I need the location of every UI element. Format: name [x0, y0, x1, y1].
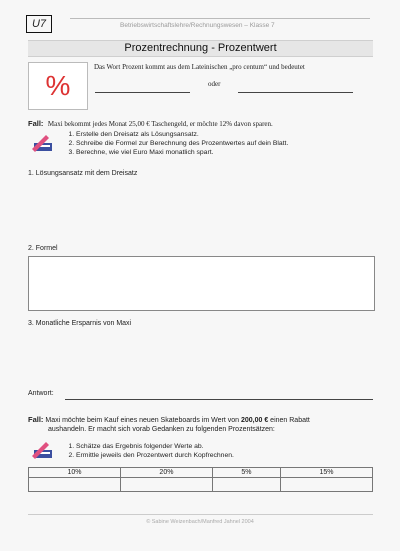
case2-task: 2. Ermittle jeweils den Prozentwert durch Kopfrechnen.	[76, 451, 234, 460]
case1-task: 3. Berechne, wie viel Euro Maxi monatlich spart.	[76, 148, 288, 157]
answer-line-2[interactable]	[238, 92, 353, 93]
answer-line[interactable]	[65, 399, 373, 400]
header-rule	[70, 18, 370, 19]
footer-rule	[28, 514, 373, 515]
answer-line-1[interactable]	[95, 92, 190, 93]
section2-label: 2. Formel	[28, 245, 58, 252]
percent-table	[28, 467, 373, 492]
pen-writing-icon	[30, 440, 56, 460]
table-header-cell: 5%	[212, 468, 280, 478]
case2-amount: 200,00 €	[240, 417, 269, 424]
table-header-cell: 15%	[281, 468, 373, 478]
case1-statement	[28, 113, 273, 131]
formula-box[interactable]	[28, 256, 375, 311]
case1-text: Maxi bekommt jedes Monat 25,00 € Taschengeld, er möchte 12% davon sparen.	[47, 120, 273, 128]
table-header-row	[29, 468, 373, 478]
case2-task: 1. Schätze das Ergebnis folgender Werte ab.	[76, 442, 234, 451]
case1-label: Fall:	[28, 119, 44, 128]
table-cell[interactable]	[281, 478, 373, 492]
case1-task: 1. Erstelle den Dreisatz als Lösungsansatz.	[76, 130, 288, 139]
unit-logo: U7	[26, 15, 52, 33]
table-cell[interactable]	[212, 478, 280, 492]
table-header-cell: 20%	[120, 468, 212, 478]
case2-task-list	[62, 442, 234, 460]
intro-text: Das Wort Prozent kommt aus dem Lateinischen „pro centum“ und bedeutet	[94, 63, 305, 71]
case2-text-1-end: einen Rabatt	[270, 417, 310, 424]
case2-statement	[28, 415, 378, 434]
section3-label: 3. Monatliche Ersparnis von Maxi	[28, 320, 132, 327]
section1-label: 1. Lösungsansatz mit dem Dreisatz	[28, 170, 138, 177]
case2-label: Fall:	[28, 415, 44, 424]
header-text: Betriebswirtschaftslehre/Rechnungswesen – Klasse 7	[120, 22, 275, 29]
table-row	[29, 478, 373, 492]
table-cell[interactable]	[29, 478, 121, 492]
case2-text-1: Maxi möchte beim Kauf eines neuen Skateboards im Wert von	[45, 417, 240, 424]
answer-label: Antwort:	[28, 390, 54, 397]
percent-icon: %	[28, 62, 88, 110]
case2-text-2: aushandeln. Er macht sich vorab Gedanken zu folgenden Prozentsätzen:	[48, 426, 275, 433]
page-title: Prozentrechnung - Prozentwert	[28, 40, 373, 57]
case1-task: 2. Schreibe die Formel zur Berechnung des Prozentwertes auf dein Blatt.	[76, 139, 288, 148]
table-header-cell: 10%	[29, 468, 121, 478]
footer-text: © Sabine Weizenbach/Manfred Jahnel 2004	[146, 519, 254, 525]
table-cell[interactable]	[120, 478, 212, 492]
pen-writing-icon	[30, 133, 56, 153]
oder-label: oder	[208, 80, 221, 88]
case1-task-list	[62, 130, 288, 157]
